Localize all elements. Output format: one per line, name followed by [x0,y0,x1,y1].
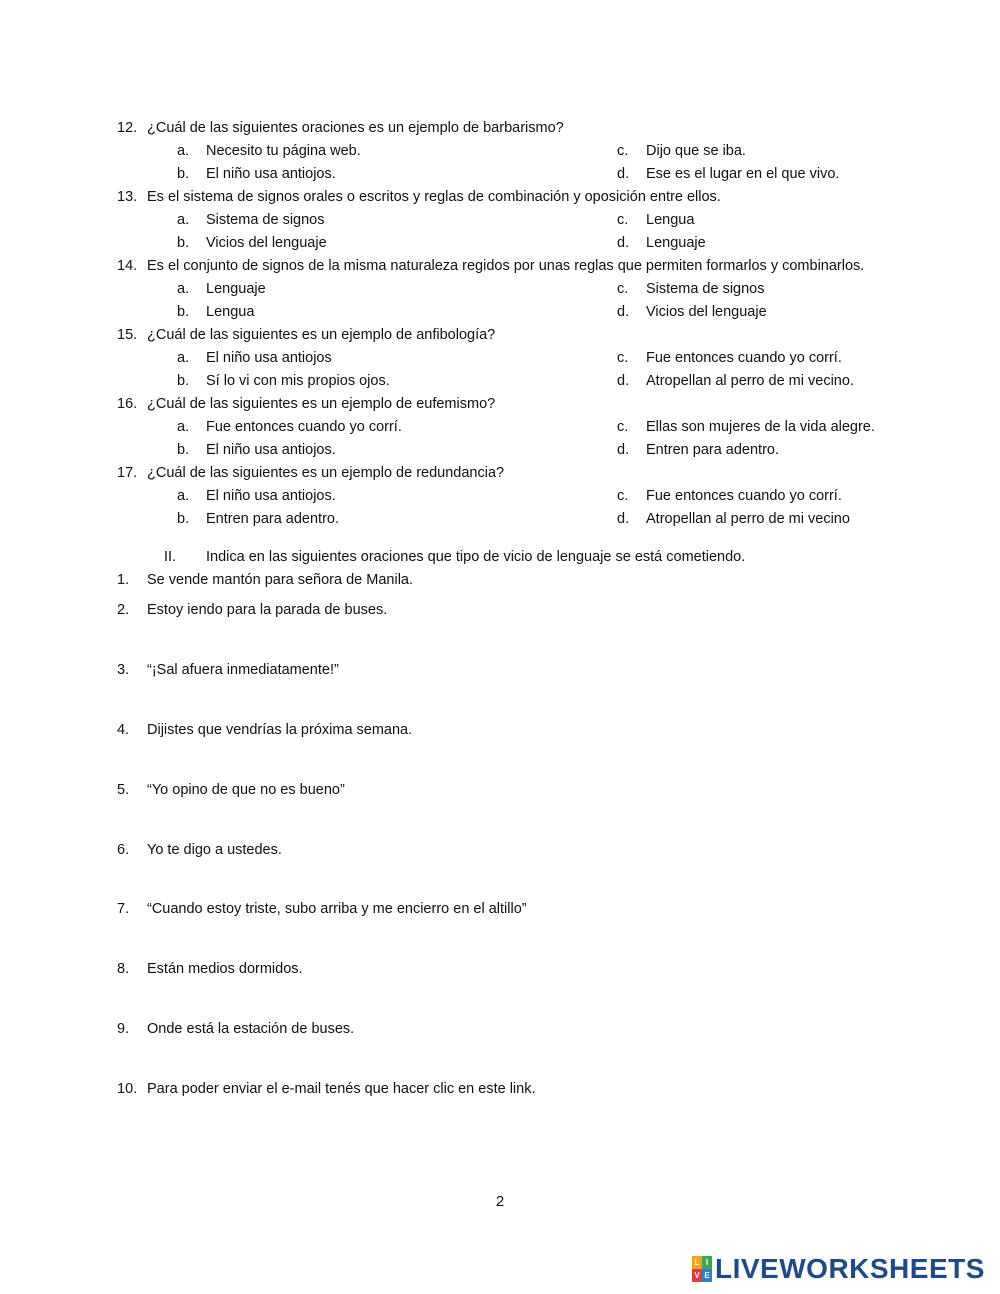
option-a[interactable] [177,416,617,439]
question-text: ¿Cuál de las siguientes es un ejemplo de anfibología? [147,327,496,343]
logo-mark-letter: V [692,1269,702,1282]
exercise-text: Están medios dormidos. [147,961,303,977]
option-text: Vicios del lenguaje [206,235,327,251]
option-text: Atropellan al perro de mi vecino. [646,373,854,389]
option-letter: a. [177,212,190,228]
page-number: 2 [495,1193,505,1210]
option-letter: b. [177,235,190,251]
option-row [117,301,917,324]
exercise-number: 5. [117,782,130,798]
option-row [117,485,917,508]
option-text: Lenguaje [646,235,706,251]
option-text: Sistema de signos [646,281,765,297]
question-number: 14. [117,258,138,274]
option-letter: c. [617,419,629,435]
option-b[interactable] [177,163,617,186]
option-letter: d. [617,442,630,458]
exercise-text: Estoy iendo para la parada de buses. [147,602,388,618]
logo-mark-icon [692,1256,712,1282]
exercise-item [117,839,282,862]
option-row [117,140,917,163]
option-letter: c. [617,488,629,504]
option-c[interactable] [617,416,917,439]
option-c[interactable] [617,278,917,301]
option-row [117,508,917,531]
option-letter: b. [177,373,190,389]
option-text: Fue entonces cuando yo corrí. [646,488,842,504]
option-text: Sí lo vi con mis propios ojos. [206,373,390,389]
question [117,462,917,485]
option-letter: d. [617,304,630,320]
exercise-item [117,719,412,742]
option-letter: d. [617,166,630,182]
option-letter: a. [177,488,190,504]
option-letter: d. [617,235,630,251]
section-heading [164,546,745,569]
option-letter: d. [617,373,630,389]
option-b[interactable] [177,370,617,393]
option-b[interactable] [177,508,617,531]
option-row [117,232,917,255]
exercise-text: Yo te digo a ustedes. [147,842,282,858]
question [117,324,917,347]
exercise-item [117,1018,354,1041]
exercise-text: “¡Sal afuera inmediatamente!” [147,662,339,678]
option-text: Lenguaje [206,281,266,297]
option-letter: c. [617,143,629,159]
exercise-number: 7. [117,901,130,917]
option-d[interactable] [617,508,917,531]
option-letter: a. [177,350,190,366]
question-number: 17. [117,465,138,481]
question [117,393,917,416]
question-text: Es el conjunto de signos de la misma naturaleza regidos por unas reglas que permiten formarlos y combinarlos. [147,258,865,274]
option-c[interactable] [617,209,917,232]
exercise-number: 8. [117,961,130,977]
option-text: El niño usa antiojos [206,350,332,366]
option-a[interactable] [177,347,617,370]
option-d[interactable] [617,370,917,393]
option-a[interactable] [177,485,617,508]
question-number: 16. [117,396,138,412]
exercise-item [117,569,413,592]
option-letter: d. [617,511,630,527]
option-letter: b. [177,442,190,458]
exercise-text: Para poder enviar el e-mail tenés que hacer clic en este link. [147,1081,536,1097]
option-text: Necesito tu página web. [206,143,361,159]
option-b[interactable] [177,232,617,255]
option-d[interactable] [617,301,917,324]
option-row [117,416,917,439]
option-row [117,163,917,186]
exercise-item [117,659,339,682]
option-text: Vicios del lenguaje [646,304,767,320]
exercise-text: “Yo opino de que no es bueno” [147,782,345,798]
exercise-number: 4. [117,722,130,738]
section-instruction: Indica en las siguientes oraciones que tipo de vicio de lenguaje se está cometiendo. [206,549,746,565]
option-d[interactable] [617,232,917,255]
exercise-item [117,779,345,802]
option-b[interactable] [177,439,617,462]
multiple-choice-section [117,117,917,531]
question [117,186,917,209]
option-row [117,347,917,370]
exercise-item [117,958,303,981]
option-text: Atropellan al perro de mi vecino [646,511,850,527]
option-text: Entren para adentro. [206,511,340,527]
question-number: 15. [117,327,138,343]
exercise-item [117,898,527,921]
question [117,117,917,140]
question-number: 12. [117,120,138,136]
exercise-text: Dijistes que vendrías la próxima semana. [147,722,413,738]
exercise-text: “Cuando estoy triste, subo arriba y me encierro en el altillo” [147,901,527,917]
option-text: Sistema de signos [206,212,325,228]
option-c[interactable] [617,140,917,163]
exercise-number: 9. [117,1021,130,1037]
exercise-item [117,1078,535,1101]
option-text: El niño usa antiojos. [206,442,336,458]
logo-mark-letter: L [692,1256,702,1269]
question-text: ¿Cuál de las siguientes es un ejemplo de eufemismo? [147,396,496,412]
exercise-number: 2. [117,602,130,618]
exercise-number: 6. [117,842,130,858]
option-letter: b. [177,166,190,182]
option-letter: b. [177,511,190,527]
question-number: 13. [117,189,138,205]
logo-wordmark: LIVEWORKSHEETS [715,1253,985,1284]
option-row [117,278,917,301]
logo-mark-letter: I [702,1256,712,1269]
option-text: Ellas son mujeres de la vida alegre. [646,419,875,435]
option-text: Fue entonces cuando yo corrí. [646,350,842,366]
exercise-text: Se vende mantón para señora de Manila. [147,572,414,588]
question-text: ¿Cuál de las siguientes es un ejemplo de redundancia? [147,465,505,481]
option-text: Ese es el lugar en el que vivo. [646,166,840,182]
option-a[interactable] [177,209,617,232]
question-text: Es el sistema de signos orales o escritos y reglas de combinación y oposición entre ellos. [147,189,721,205]
option-text: El niño usa antiojos. [206,166,336,182]
option-text: El niño usa antiojos. [206,488,336,504]
option-row [117,209,917,232]
option-a[interactable] [177,278,617,301]
option-letter: a. [177,281,190,297]
option-text: Lengua [206,304,255,320]
option-text: Lengua [646,212,695,228]
option-letter: c. [617,212,629,228]
exercise-number: 10. [117,1081,138,1097]
liveworksheets-logo [692,1254,985,1284]
section-numeral: II. [164,549,177,565]
option-text: Fue entonces cuando yo corrí. [206,419,402,435]
option-a[interactable] [177,140,617,163]
logo-mark-letter: E [702,1269,712,1282]
option-d[interactable] [617,163,917,186]
exercise-number: 3. [117,662,130,678]
option-text: Dijo que se iba. [646,143,746,159]
option-d[interactable] [617,439,917,462]
option-letter: a. [177,419,190,435]
option-row [117,439,917,462]
option-letter: b. [177,304,190,320]
option-text: Entren para adentro. [646,442,780,458]
option-c[interactable] [617,347,917,370]
question-text: ¿Cuál de las siguientes oraciones es un ejemplo de barbarismo? [147,120,564,136]
exercise-number: 1. [117,572,130,588]
exercise-item [117,599,387,622]
question [117,255,917,278]
option-letter: c. [617,350,629,366]
option-b[interactable] [177,301,617,324]
exercise-text: Onde está la estación de buses. [147,1021,355,1037]
option-c[interactable] [617,485,917,508]
option-letter: c. [617,281,629,297]
option-row [117,370,917,393]
option-letter: a. [177,143,190,159]
